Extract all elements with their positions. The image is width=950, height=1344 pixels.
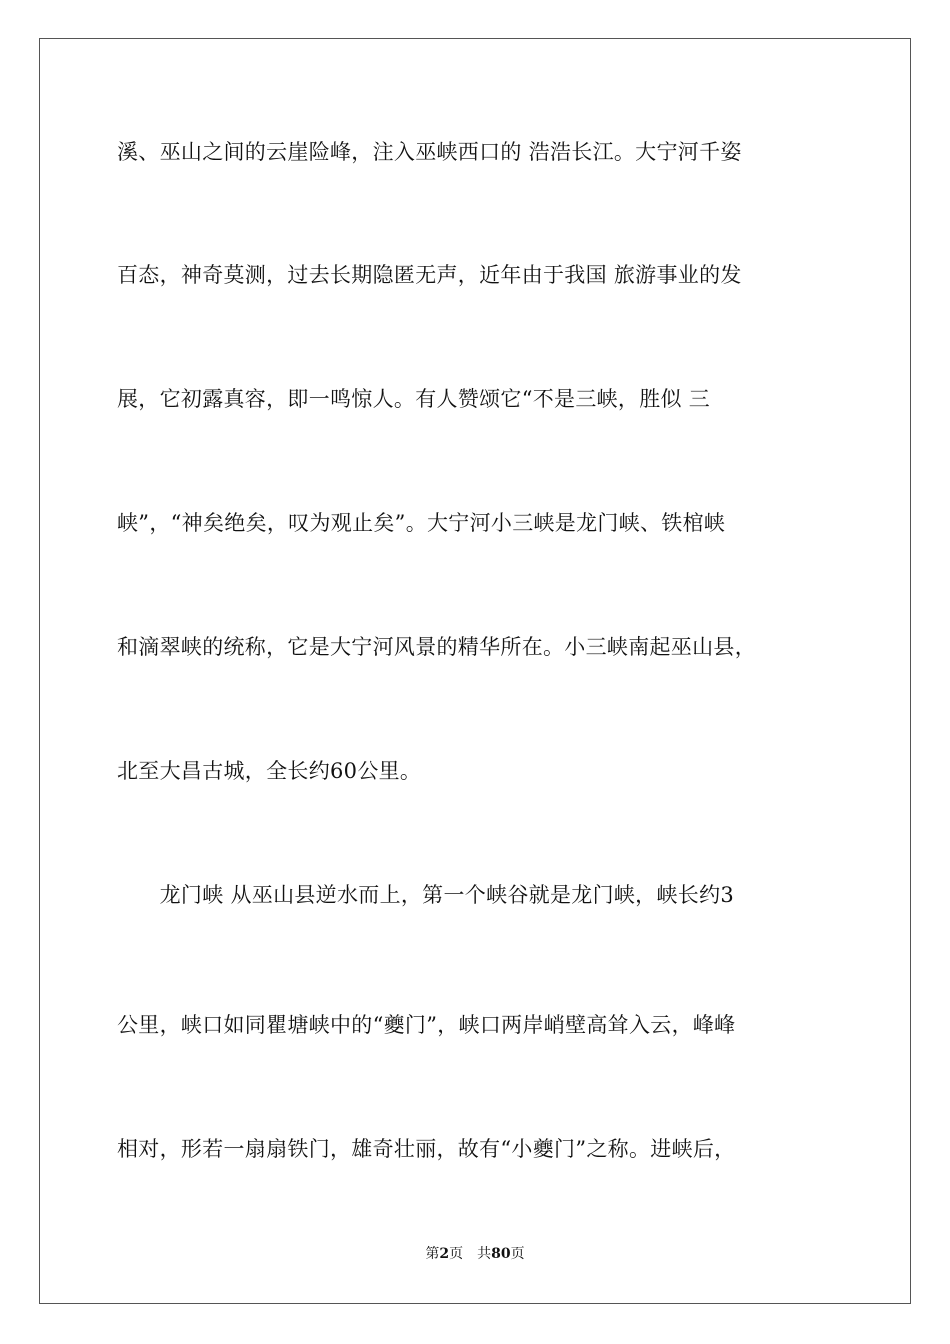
body-line-5: 和滴翠峡的统称，它是大宁河风景的精华所在。小三峡南起巫山县， [117,635,756,659]
body-line-4: 峡”，“神矣绝矣，叹为观止矣”。大宁河小三峡是龙门峡、铁棺峡 [117,511,726,535]
page-border [39,38,911,1304]
body-line-9: 相对，形若一扇扇铁门，雄奇壮丽，故有“小夔门”之称。进峡后， [117,1137,736,1161]
footer-page-prefix: 第 [425,1246,440,1262]
footer-page-number: 2 [439,1246,450,1262]
footer-total-pages: 80 [491,1246,511,1262]
footer-page-suffix: 页 [449,1246,464,1262]
body-line-2: 百态，神奇莫测，过去长期隐匿无声，近年由于我国 旅游事业的发 [117,263,742,287]
page-footer [0,1244,950,1264]
footer-total-prefix: 共 [477,1246,492,1262]
footer-total-suffix: 页 [510,1246,525,1262]
body-line-8: 公里，峡口如同瞿塘峡中的“夔门”，峡口两岸峭壁高耸入云，峰峰 [117,1013,736,1037]
body-line-1: 溪、巫山之间的云崖险峰，注入巫峡西口的 浩浩长江。大宁河千姿 [117,140,742,164]
body-line-3: 展，它初露真容，即一鸣惊人。有人赞颂它“不是三峡，胜似 三 [117,387,711,411]
body-line-6: 北至大昌古城，全长约60公里。 [117,759,422,783]
body-line-7: 龙门峡 从巫山县逆水而上，第一个峡谷就是龙门峡，峡长约3 [117,883,735,907]
